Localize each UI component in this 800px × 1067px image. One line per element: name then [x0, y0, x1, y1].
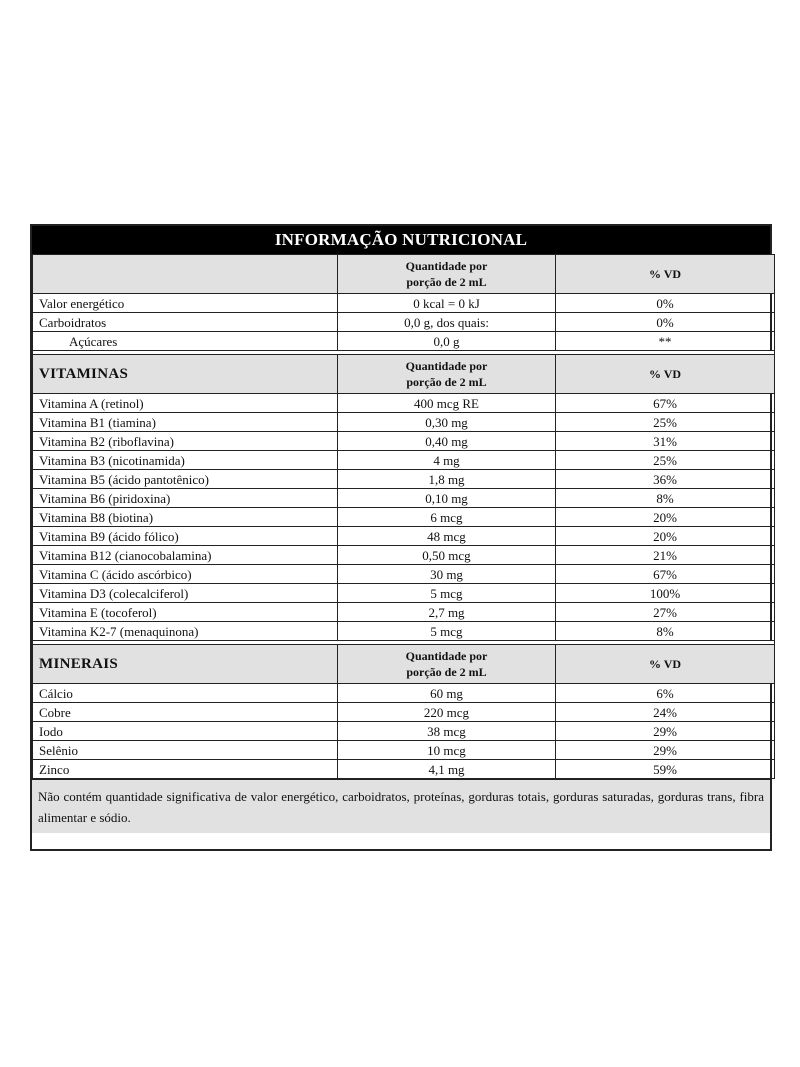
table-row	[33, 565, 775, 584]
table-row	[33, 470, 775, 489]
vitamin-rows	[33, 394, 775, 641]
nutrient-name: Vitamina B9 (ácido fólico)	[33, 527, 338, 546]
table-row	[33, 546, 775, 565]
nutrient-quantity: 0,10 mg	[338, 489, 556, 508]
table-row	[33, 294, 775, 313]
table-row	[33, 394, 775, 413]
quantity-header	[338, 645, 556, 684]
mineral-rows	[33, 684, 775, 779]
vitamins-section-label: VITAMINAS	[33, 355, 338, 394]
nutrient-vd: 67%	[556, 565, 775, 584]
quantity-header-line1: Quantidade por	[405, 259, 488, 273]
nutrient-name: Selênio	[33, 741, 338, 760]
table-row	[33, 489, 775, 508]
energy-header-label	[33, 255, 338, 294]
quantity-header-line2: porção de 2 mL	[406, 275, 487, 289]
nutrition-facts-panel	[30, 224, 772, 851]
nutrient-quantity: 0,0 g, dos quais:	[338, 313, 556, 332]
nutrient-name: Valor energético	[33, 294, 338, 313]
nutrient-name: Vitamina D3 (colecalciferol)	[33, 584, 338, 603]
nutrient-vd: 29%	[556, 741, 775, 760]
nutrient-name: Açúcares	[33, 332, 338, 351]
nutrient-name: Vitamina E (tocoferol)	[33, 603, 338, 622]
nutrient-name: Vitamina C (ácido ascórbico)	[33, 565, 338, 584]
nutrient-vd: 8%	[556, 489, 775, 508]
table-row	[33, 451, 775, 470]
nutrient-name: Vitamina K2-7 (menaquinona)	[33, 622, 338, 641]
quantity-header-line1: Quantidade por	[405, 359, 488, 373]
nutrient-vd: 0%	[556, 294, 775, 313]
vitamins-header-row	[33, 355, 775, 394]
vd-header: % VD	[556, 355, 775, 394]
nutrient-quantity: 4,1 mg	[338, 760, 556, 779]
table-row	[33, 760, 775, 779]
nutrient-vd: 31%	[556, 432, 775, 451]
footnote: Não contém quantidade significativa de valor energético, carboidratos, proteínas, gorduras totais, gorduras saturadas, gorduras trans, fibra alimentar e sódio.	[32, 779, 770, 833]
nutrient-vd: 27%	[556, 603, 775, 622]
table-row	[33, 722, 775, 741]
nutrient-vd: 8%	[556, 622, 775, 641]
nutrient-quantity: 10 mcg	[338, 741, 556, 760]
nutrient-vd: 24%	[556, 703, 775, 722]
table-row	[33, 684, 775, 703]
quantity-header	[338, 355, 556, 394]
nutrient-quantity: 0,50 mcg	[338, 546, 556, 565]
nutrient-quantity: 0,30 mg	[338, 413, 556, 432]
nutrient-quantity: 4 mg	[338, 451, 556, 470]
nutrient-vd: 36%	[556, 470, 775, 489]
table-row	[33, 413, 775, 432]
nutrient-vd: 20%	[556, 527, 775, 546]
nutrient-quantity: 48 mcg	[338, 527, 556, 546]
nutrient-quantity: 6 mcg	[338, 508, 556, 527]
nutrient-vd: 20%	[556, 508, 775, 527]
nutrient-vd: 21%	[556, 546, 775, 565]
nutrient-quantity: 60 mg	[338, 684, 556, 703]
nutrient-quantity: 220 mcg	[338, 703, 556, 722]
quantity-header-line1: Quantidade por	[405, 649, 488, 663]
nutrient-name: Vitamina B2 (riboflavina)	[33, 432, 338, 451]
nutrient-name: Vitamina A (retinol)	[33, 394, 338, 413]
nutrient-name: Iodo	[33, 722, 338, 741]
nutrient-quantity: 30 mg	[338, 565, 556, 584]
nutrient-name: Vitamina B8 (biotina)	[33, 508, 338, 527]
table-row	[33, 332, 775, 351]
table-row	[33, 313, 775, 332]
vd-header: % VD	[556, 255, 775, 294]
nutrient-name: Vitamina B12 (cianocobalamina)	[33, 546, 338, 565]
nutrient-name: Vitamina B5 (ácido pantotênico)	[33, 470, 338, 489]
nutrient-name: Vitamina B6 (piridoxina)	[33, 489, 338, 508]
quantity-header-line2: porção de 2 mL	[406, 375, 487, 389]
nutrient-quantity: 0,40 mg	[338, 432, 556, 451]
nutrient-quantity: 2,7 mg	[338, 603, 556, 622]
vd-header: % VD	[556, 645, 775, 684]
nutrient-vd: 29%	[556, 722, 775, 741]
nutrition-table	[32, 254, 775, 779]
nutrient-vd: 25%	[556, 413, 775, 432]
nutrient-vd: **	[556, 332, 775, 351]
nutrient-quantity: 400 mcg RE	[338, 394, 556, 413]
nutrient-quantity: 0,0 g	[338, 332, 556, 351]
table-row	[33, 508, 775, 527]
nutrient-quantity: 0 kcal = 0 kJ	[338, 294, 556, 313]
nutrient-vd: 59%	[556, 760, 775, 779]
nutrient-quantity: 1,8 mg	[338, 470, 556, 489]
minerals-section-label: MINERAIS	[33, 645, 338, 684]
nutrient-name: Vitamina B3 (nicotinamida)	[33, 451, 338, 470]
quantity-header-line2: porção de 2 mL	[406, 665, 487, 679]
nutrient-name: Cobre	[33, 703, 338, 722]
nutrient-vd: 0%	[556, 313, 775, 332]
table-row	[33, 703, 775, 722]
nutrient-name: Cálcio	[33, 684, 338, 703]
energy-header-row	[33, 255, 775, 294]
minerals-header-row	[33, 645, 775, 684]
table-row	[33, 527, 775, 546]
nutrient-name: Zinco	[33, 760, 338, 779]
nutrient-vd: 25%	[556, 451, 775, 470]
table-row	[33, 603, 775, 622]
nutrient-name: Vitamina B1 (tiamina)	[33, 413, 338, 432]
nutrient-quantity: 5 mcg	[338, 622, 556, 641]
table-row	[33, 584, 775, 603]
nutrition-title: INFORMAÇÃO NUTRICIONAL	[32, 226, 770, 254]
quantity-header	[338, 255, 556, 294]
nutrient-quantity: 38 mcg	[338, 722, 556, 741]
table-row	[33, 432, 775, 451]
nutrient-vd: 67%	[556, 394, 775, 413]
table-row	[33, 622, 775, 641]
nutrient-vd: 100%	[556, 584, 775, 603]
nutrient-vd: 6%	[556, 684, 775, 703]
table-row	[33, 741, 775, 760]
nutrient-quantity: 5 mcg	[338, 584, 556, 603]
nutrient-name: Carboidratos	[33, 313, 338, 332]
